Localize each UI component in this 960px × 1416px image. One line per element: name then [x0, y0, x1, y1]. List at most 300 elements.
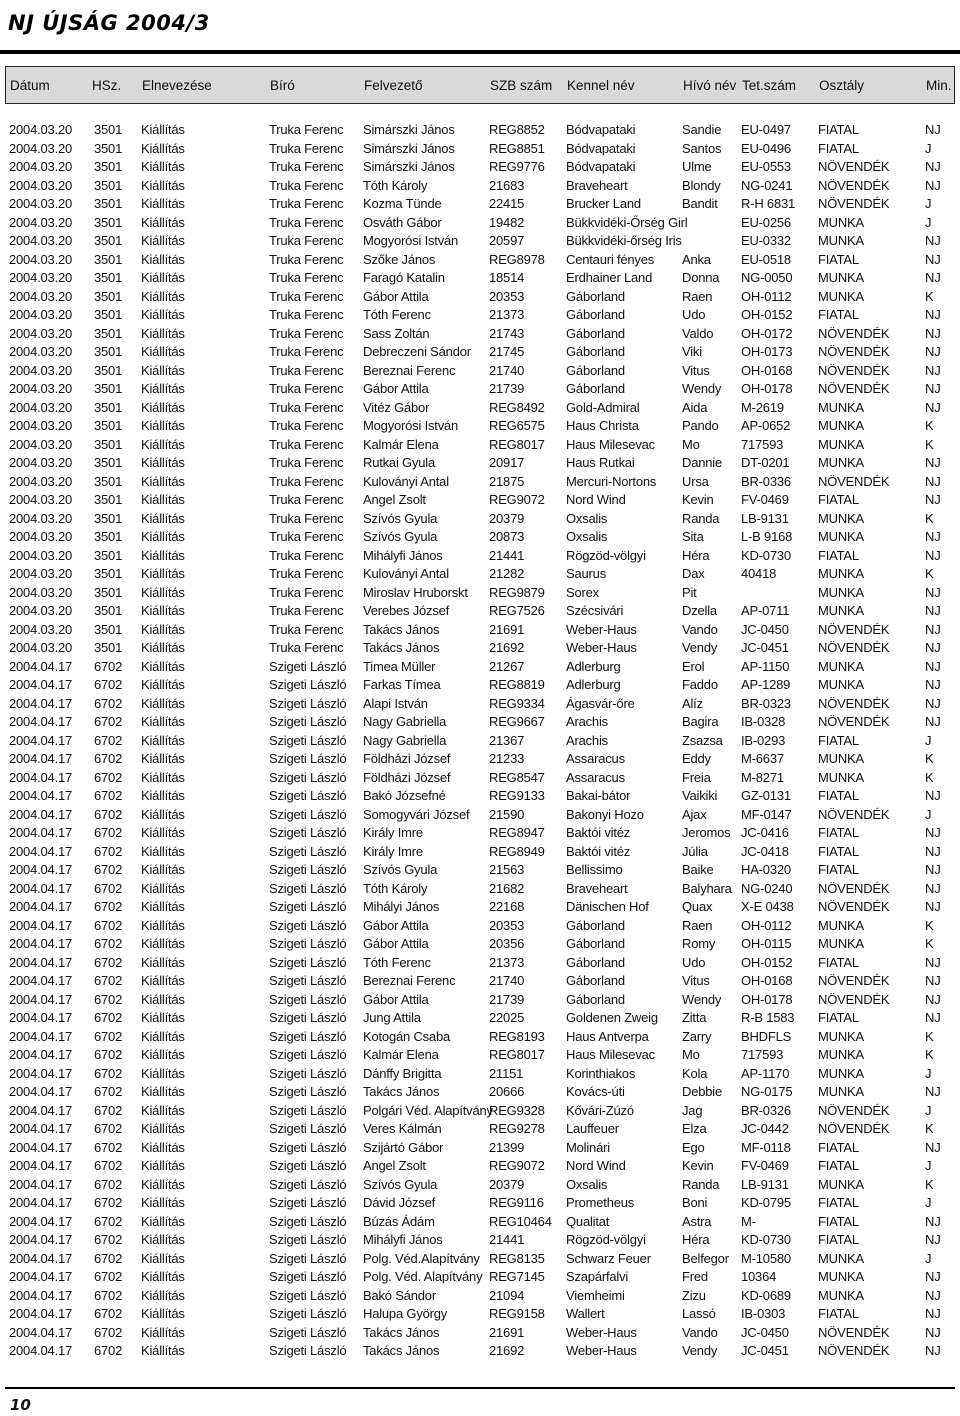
cell-hsz: 6702	[94, 1306, 123, 1321]
table-row	[5, 1028, 955, 1047]
cell-handler: Simárszki János	[363, 140, 455, 156]
cell-class: FIATAL	[818, 1232, 859, 1247]
cell-tet: KD-0689	[741, 1287, 791, 1303]
cell-kennel: Braveheart	[566, 177, 628, 193]
cell-min: J	[925, 1102, 932, 1118]
cell-min: NJ	[925, 862, 941, 877]
cell-hsz: 3501	[94, 381, 123, 396]
cell-class: NÖVENDÉK	[818, 714, 890, 729]
table-row	[5, 1139, 955, 1158]
cell-handler: Szőke János	[363, 251, 436, 267]
cell-class: NÖVENDÉK	[818, 1343, 890, 1358]
cell-call-name: Ursa	[682, 473, 709, 489]
cell-judge: Szigeti László	[269, 658, 347, 674]
cell-call-name: Pando	[682, 418, 719, 433]
cell-kennel: Gáborland	[566, 307, 625, 322]
cell-call-name: Astra	[682, 1213, 712, 1229]
cell-judge: Truka Ferenc	[269, 177, 344, 193]
cell-class: FIATAL	[818, 862, 859, 877]
cell-handler: Tóth Károly	[363, 177, 428, 193]
cell-tet: OH-0178	[741, 991, 793, 1007]
cell-szb: REG8819	[489, 677, 545, 692]
cell-class: NÖVENDÉK	[818, 695, 890, 711]
cell-kennel: Lauffeuer	[566, 1121, 619, 1136]
cell-handler: Nagy Gabriella	[363, 732, 447, 748]
cell-hsz: 6702	[94, 677, 123, 692]
cell-tet: MF-0147	[741, 806, 792, 822]
cell-szb: 21267	[489, 658, 525, 674]
cell-call-name: Faddo	[682, 677, 718, 692]
cell-class: NÖVENDÉK	[818, 381, 890, 396]
cell-call-name: Wendy	[682, 991, 722, 1007]
cell-tet: JC-0451	[741, 1343, 789, 1358]
cell-class: FIATAL	[818, 1158, 859, 1173]
cell-date: 2004.03.20	[9, 547, 73, 563]
cell-class: FIATAL	[818, 547, 859, 563]
cell-class: MUNKA	[818, 1084, 864, 1099]
cell-event: Kiállítás	[141, 307, 185, 322]
cell-hsz: 6702	[94, 1250, 123, 1266]
cell-handler: Bereznai Ferenc	[363, 362, 456, 378]
cell-call-name: Zitta	[682, 1010, 707, 1025]
cell-kennel: Korinthiakos	[566, 1065, 636, 1081]
cell-kennel: Nord Wind	[566, 492, 626, 507]
cell-kennel: Bódvapataki	[566, 159, 636, 174]
cell-min: NJ	[925, 991, 941, 1007]
table-row	[5, 824, 955, 843]
cell-tet: AP-1170	[741, 1065, 790, 1081]
cell-event: Kiállítás	[141, 418, 185, 433]
cell-szb: 21563	[489, 862, 525, 877]
cell-tet: OH-0168	[741, 362, 793, 378]
cell-handler: Szívós Gyula	[363, 862, 438, 877]
cell-kennel: Schwarz Feuer	[566, 1250, 651, 1266]
cell-event: Kiállítás	[141, 917, 185, 933]
cell-date: 2004.03.20	[9, 251, 73, 267]
cell-handler: Dánffy Brigitta	[363, 1065, 442, 1081]
cell-handler: Mogyorósi István	[363, 233, 459, 248]
cell-event: Kiállítás	[141, 159, 185, 174]
cell-szb: 21683	[489, 177, 525, 193]
table-row	[5, 214, 955, 233]
table-row	[5, 140, 955, 159]
cell-class: FIATAL	[818, 825, 859, 840]
cell-min: NJ	[925, 362, 941, 378]
cell-min: NJ	[925, 843, 941, 859]
cell-szb: 18514	[489, 270, 525, 285]
cell-min: NJ	[925, 122, 941, 137]
cell-handler: Király Imre	[363, 843, 423, 859]
cell-class: FIATAL	[818, 843, 859, 859]
cell-date: 2004.04.17	[9, 1065, 73, 1081]
cell-min: NJ	[925, 677, 941, 692]
cell-hsz: 6702	[94, 1343, 123, 1358]
cell-date: 2004.04.17	[9, 1047, 73, 1062]
cell-szb: 21691	[489, 621, 525, 637]
cell-handler: Gábor Attila	[363, 381, 429, 396]
cell-min: K	[925, 566, 934, 581]
table-row	[5, 991, 955, 1010]
cell-date: 2004.03.20	[9, 584, 73, 600]
cell-tet: BR-0336	[741, 473, 791, 489]
cell-handler: Farkas Tímea	[363, 677, 441, 692]
cell-tet: X-E 0438	[741, 899, 794, 914]
cell-szb: REG6575	[489, 418, 545, 433]
footer-rule	[5, 1387, 955, 1389]
cell-hsz: 3501	[94, 584, 123, 600]
cell-kennel: Mercuri-Nortons	[566, 473, 657, 489]
cell-judge: Szigeti László	[269, 1195, 347, 1210]
cell-call-name: Elza	[682, 1121, 707, 1136]
cell-kennel: Bódvapataki	[566, 122, 636, 137]
cell-kennel: Qualitat	[566, 1213, 610, 1229]
cell-hsz: 6702	[94, 1084, 123, 1099]
cell-kennel: Gáborland	[566, 344, 625, 359]
cell-szb: REG9072	[489, 1158, 545, 1173]
cell-date: 2004.04.17	[9, 1102, 73, 1118]
cell-call-name: Freia	[682, 769, 711, 785]
cell-date: 2004.04.17	[9, 732, 73, 748]
cell-event: Kiállítás	[141, 473, 185, 489]
cell-date: 2004.03.20	[9, 640, 73, 655]
cell-min: NJ	[925, 455, 941, 470]
table-row	[5, 1213, 955, 1232]
cell-hsz: 6702	[94, 862, 123, 877]
column-header-date: Dátum	[10, 78, 50, 93]
cell-event: Kiállítás	[141, 732, 185, 748]
cell-szb: 21233	[489, 751, 525, 766]
cell-call-name: Vaikiki	[682, 788, 718, 803]
cell-event: Kiállítás	[141, 362, 185, 378]
cell-handler: Tóth Károly	[363, 880, 428, 896]
cell-szb: 21692	[489, 640, 525, 655]
cell-min: J	[925, 806, 932, 822]
cell-call-name: Viki	[682, 344, 702, 359]
cell-event: Kiállítás	[141, 1065, 185, 1081]
cell-judge: Szigeti László	[269, 714, 347, 729]
cell-class: NÖVENDÉK	[818, 1102, 890, 1118]
cell-date: 2004.03.20	[9, 159, 73, 174]
cell-event: Kiállítás	[141, 695, 185, 711]
cell-event: Kiállítás	[141, 973, 185, 988]
cell-hsz: 6702	[94, 880, 123, 896]
cell-handler: Faragó Katalin	[363, 270, 445, 285]
cell-judge: Szigeti László	[269, 954, 347, 970]
cell-szb: REG8492	[489, 399, 545, 415]
cell-date: 2004.03.20	[9, 344, 73, 359]
cell-min: NJ	[925, 621, 941, 637]
cell-min: NJ	[925, 825, 941, 840]
cell-szb: 20353	[489, 917, 525, 933]
cell-min: J	[925, 214, 932, 230]
cell-min: J	[925, 732, 932, 748]
cell-szb: 21740	[489, 362, 525, 378]
cell-date: 2004.03.20	[9, 621, 73, 637]
cell-min: NJ	[925, 251, 941, 267]
cell-call-name: Zarry	[682, 1028, 712, 1044]
cell-kennel: Gáborland	[566, 973, 625, 988]
cell-class: FIATAL	[818, 1195, 859, 1210]
column-header-call-name: Hívó név	[683, 78, 737, 93]
cell-handler: Kotogán Csaba	[363, 1028, 451, 1044]
cell-tet: R-B 1583	[741, 1010, 795, 1025]
cell-tet: 40418	[741, 566, 777, 581]
cell-min: J	[925, 140, 932, 156]
cell-judge: Truka Ferenc	[269, 418, 344, 433]
cell-tet: KD-0730	[741, 547, 791, 563]
cell-call-name: Kola	[682, 1065, 708, 1081]
cell-class: NÖVENDÉK	[818, 362, 890, 378]
cell-date: 2004.04.17	[9, 917, 73, 933]
cell-tet: HA-0320	[741, 862, 791, 877]
column-header-judge: Bíró	[270, 78, 295, 93]
cell-call-name: Júlia	[682, 843, 708, 859]
cell-kennel: Arachis	[566, 732, 608, 748]
cell-judge: Szigeti László	[269, 991, 347, 1007]
cell-class: NÖVENDÉK	[818, 880, 890, 896]
table-row	[5, 121, 955, 140]
cell-class: MUNKA	[818, 917, 864, 933]
cell-szb: REG7526	[489, 603, 545, 618]
cell-event: Kiállítás	[141, 769, 185, 785]
cell-judge: Szigeti László	[269, 806, 347, 822]
cell-hsz: 3501	[94, 288, 123, 304]
cell-call-name: Dax	[682, 566, 705, 581]
cell-date: 2004.04.17	[9, 1176, 73, 1192]
table-row	[5, 232, 955, 251]
cell-event: Kiállítás	[141, 788, 185, 803]
cell-kennel: Weber-Haus	[566, 640, 637, 655]
cell-handler: Polg. Véd. Alapítvány	[363, 1269, 483, 1284]
cell-tet: IB-0328	[741, 714, 786, 729]
cell-hsz: 6702	[94, 1121, 123, 1136]
cell-date: 2004.03.20	[9, 418, 73, 433]
cell-class: NÖVENDÉK	[818, 159, 890, 174]
cell-judge: Szigeti László	[269, 1065, 347, 1081]
cell-judge: Szigeti László	[269, 1028, 347, 1044]
cell-szb: 21441	[489, 1232, 525, 1247]
cell-tet: FV-0469	[741, 1158, 789, 1173]
cell-date: 2004.03.20	[9, 233, 73, 248]
cell-judge: Truka Ferenc	[269, 492, 344, 507]
cell-class: FIATAL	[818, 1213, 859, 1229]
cell-judge: Szigeti László	[269, 1158, 347, 1173]
table-row	[5, 843, 955, 862]
cell-tet: KD-0795	[741, 1195, 791, 1210]
column-header-kennel: Kennel név	[567, 78, 635, 93]
cell-hsz: 6702	[94, 936, 123, 951]
table-row	[5, 1083, 955, 1102]
cell-szb: 21373	[489, 954, 525, 970]
cell-class: MUNKA	[818, 214, 864, 230]
cell-min: NJ	[925, 344, 941, 359]
cell-handler: Alapi István	[363, 695, 428, 711]
cell-event: Kiállítás	[141, 177, 185, 193]
cell-kennel: Baktói vitéz	[566, 825, 631, 840]
cell-event: Kiállítás	[141, 1250, 185, 1266]
cell-call-name: Bagira	[682, 714, 719, 729]
cell-handler: Tóth Ferenc	[363, 954, 431, 970]
cell-tet: AP-1150	[741, 658, 790, 674]
cell-min: K	[925, 751, 934, 766]
cell-handler: Verebes József	[363, 603, 450, 618]
cell-min: K	[925, 1028, 934, 1044]
cell-call-name: Quax	[682, 899, 713, 914]
cell-date: 2004.04.17	[9, 714, 73, 729]
cell-hsz: 3501	[94, 603, 123, 618]
cell-class: MUNKA	[818, 769, 864, 785]
table-row	[5, 380, 955, 399]
cell-szb: REG9133	[489, 788, 545, 803]
cell-call-name: Lassó	[682, 1306, 716, 1321]
cell-date: 2004.04.17	[9, 806, 73, 822]
table-row	[5, 1176, 955, 1195]
cell-kennel: Assaracus	[566, 769, 625, 785]
cell-judge: Truka Ferenc	[269, 344, 344, 359]
cell-call-name: Jeromos	[682, 825, 731, 840]
cell-szb: 21743	[489, 325, 525, 341]
cell-szb: 21691	[489, 1324, 525, 1340]
cell-kennel: Szapárfalvi	[566, 1269, 629, 1284]
cell-call-name: Fred	[682, 1269, 708, 1284]
cell-kennel: Assaracus	[566, 751, 625, 766]
cell-tet: EU-0332	[741, 233, 791, 248]
cell-class: NÖVENDÉK	[818, 640, 890, 655]
cell-kennel: Gáborland	[566, 381, 625, 396]
cell-min: K	[925, 769, 934, 785]
table-row	[5, 288, 955, 307]
cell-call-name: Ego	[682, 1139, 705, 1155]
cell-min: NJ	[925, 399, 941, 415]
cell-szb: 21745	[489, 344, 525, 359]
cell-class: NÖVENDÉK	[818, 1324, 890, 1340]
cell-szb: 20356	[489, 936, 525, 951]
cell-hsz: 6702	[94, 899, 123, 914]
cell-min: NJ	[925, 1324, 941, 1340]
cell-call-name: Donna	[682, 270, 720, 285]
cell-szb: REG9667	[489, 714, 545, 729]
cell-date: 2004.04.17	[9, 769, 73, 785]
cell-event: Kiállítás	[141, 899, 185, 914]
cell-hsz: 3501	[94, 140, 123, 156]
cell-date: 2004.04.17	[9, 1343, 73, 1358]
cell-kennel: Haus Rutkai	[566, 455, 635, 470]
table-row	[5, 713, 955, 732]
cell-event: Kiállítás	[141, 751, 185, 766]
cell-call-name: Jag	[682, 1102, 703, 1118]
cell-call-name: Romy	[682, 936, 716, 951]
cell-kennel: Kővári-Zúzó	[566, 1102, 634, 1118]
cell-call-name: Baike	[682, 862, 714, 877]
cell-tet: IB-0293	[741, 732, 786, 748]
cell-date: 2004.04.17	[9, 991, 73, 1007]
cell-judge: Truka Ferenc	[269, 603, 344, 618]
cell-date: 2004.03.20	[9, 140, 73, 156]
cell-hsz: 3501	[94, 399, 123, 415]
cell-handler: Mihályfi János	[363, 1232, 443, 1247]
cell-call-name: Héra	[682, 1232, 710, 1247]
cell-hsz: 6702	[94, 1269, 123, 1284]
cell-szb: 21590	[489, 806, 525, 822]
cell-judge: Truka Ferenc	[269, 362, 344, 378]
cell-date: 2004.03.20	[9, 436, 73, 452]
cell-szb: 19482	[489, 214, 525, 230]
table-row	[5, 195, 955, 214]
cell-date: 2004.04.17	[9, 1306, 73, 1321]
cell-handler: Mihályi János	[363, 899, 440, 914]
cell-hsz: 3501	[94, 159, 123, 174]
cell-hsz: 6702	[94, 1102, 123, 1118]
cell-class: FIATAL	[818, 251, 859, 267]
cell-class: NÖVENDÉK	[818, 1121, 890, 1136]
table-row	[5, 935, 955, 954]
cell-hsz: 3501	[94, 177, 123, 193]
cell-call-name: Sandie	[682, 122, 722, 137]
cell-min: NJ	[925, 547, 941, 563]
cell-date: 2004.03.20	[9, 214, 73, 230]
cell-tet: LB-9131	[741, 510, 789, 526]
cell-judge: Truka Ferenc	[269, 251, 344, 267]
cell-class: NÖVENDÉK	[818, 196, 890, 211]
cell-kennel: Bükkvidéki-őrség Iris	[566, 233, 682, 248]
cell-judge: Szigeti László	[269, 936, 347, 951]
cell-call-name: Sita	[682, 529, 704, 544]
column-header-hsz: HSz.	[92, 78, 122, 93]
cell-judge: Truka Ferenc	[269, 566, 344, 581]
cell-date: 2004.04.17	[9, 1324, 73, 1340]
cell-hsz: 3501	[94, 307, 123, 322]
cell-hsz: 6702	[94, 788, 123, 803]
cell-event: Kiállítás	[141, 880, 185, 896]
cell-date: 2004.03.20	[9, 381, 73, 396]
cell-class: MUNKA	[818, 1287, 864, 1303]
cell-judge: Szigeti László	[269, 1269, 347, 1284]
cell-tet: AP-1289	[741, 677, 791, 692]
cell-date: 2004.03.20	[9, 399, 73, 415]
cell-kennel: Viemheimi	[566, 1287, 625, 1303]
cell-call-name: Zsazsa	[682, 732, 723, 748]
table-row	[5, 1009, 955, 1028]
cell-min: NJ	[925, 473, 941, 489]
cell-kennel: Molinári	[566, 1139, 610, 1155]
cell-tet: OH-0112	[741, 917, 792, 933]
cell-class: MUNKA	[818, 936, 864, 951]
cell-hsz: 6702	[94, 991, 123, 1007]
cell-tet: M-	[741, 1213, 756, 1229]
cell-kennel: Gáborland	[566, 991, 625, 1007]
cell-event: Kiállítás	[141, 566, 185, 581]
cell-tet: OH-0152	[741, 954, 793, 970]
cell-hsz: 3501	[94, 436, 123, 452]
table-row	[5, 954, 955, 973]
cell-min: J	[925, 196, 932, 211]
cell-tet: OH-0112	[741, 288, 792, 304]
table-row	[5, 399, 955, 418]
cell-judge: Truka Ferenc	[269, 214, 344, 230]
cell-szb: REG10464	[489, 1213, 552, 1229]
cell-kennel: Dänischen Hof	[566, 899, 649, 914]
cell-tet: M-2619	[741, 399, 784, 415]
cell-date: 2004.04.17	[9, 880, 73, 896]
cell-tet: M-8271	[741, 769, 784, 785]
cell-min: NJ	[925, 584, 941, 600]
table-row	[5, 251, 955, 270]
cell-szb: REG8547	[489, 769, 545, 785]
cell-judge: Szigeti László	[269, 973, 347, 988]
cell-handler: Veres Kálmán	[363, 1121, 442, 1136]
cell-judge: Szigeti László	[269, 1084, 347, 1099]
cell-min: NJ	[925, 1287, 941, 1303]
